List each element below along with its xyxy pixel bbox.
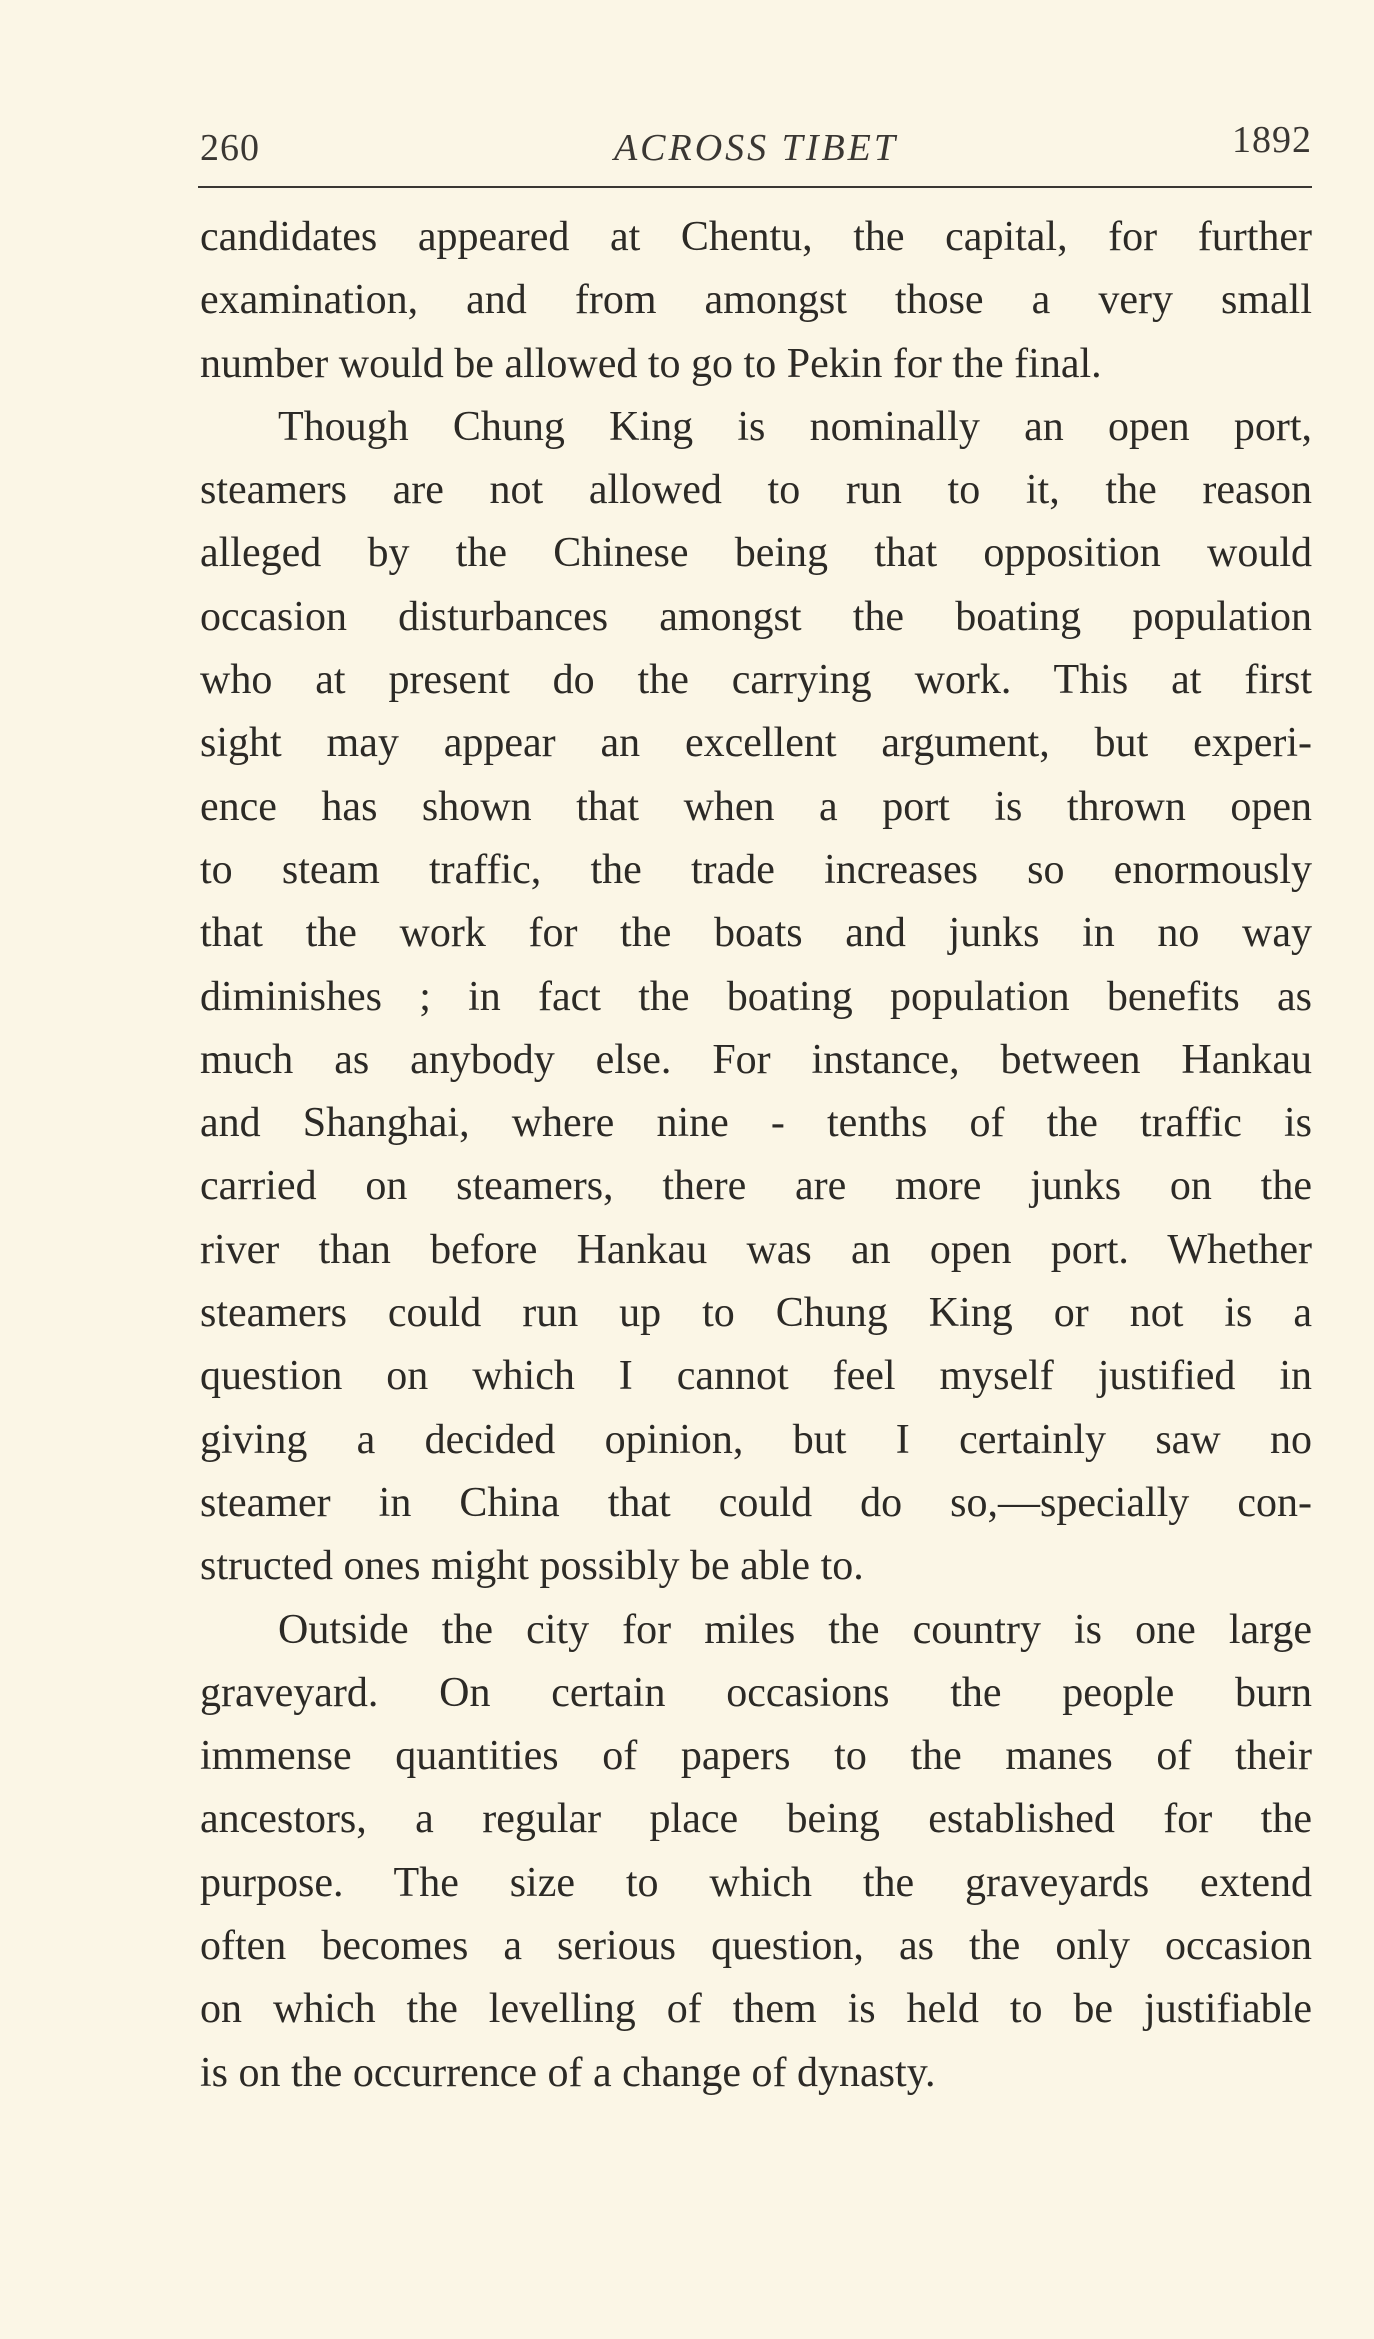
text-line: is on the occurrence of a change of dynasty. — [200, 2049, 936, 2096]
text-line: occasion disturbances amongst the boating population — [200, 593, 1312, 640]
text-line: carried on steamers, there are more junks on the — [200, 1163, 1312, 1210]
text-line: giving a decided opinion, but I certainly saw no — [200, 1416, 1312, 1463]
text-line: question on which I cannot feel myself justified in — [200, 1353, 1312, 1400]
text-line: purpose. The size to which the graveyards extend — [200, 1859, 1312, 1906]
page-number: 260 — [200, 127, 260, 169]
running-title: ACROSS TIBET — [613, 127, 899, 169]
text-line: immense quantities of papers to the manes of their — [200, 1733, 1312, 1780]
text-line: steamers are not allowed to run to it, the reason — [200, 467, 1312, 514]
text-line: graveyard. On certain occasions the people burn — [200, 1669, 1312, 1716]
text-line: on which the levelling of them is held to be justifiable — [200, 1986, 1312, 2033]
text-line: examination, and from amongst those a very small — [200, 277, 1312, 324]
text-line: that the work for the boats and junks in no way — [200, 910, 1312, 957]
text-line: number would be allowed to go to Pekin for the final. — [200, 340, 1102, 387]
running-year: 1892 — [1232, 119, 1312, 161]
text-line: candidates appeared at Chentu, the capital, for further — [200, 214, 1312, 260]
text-line: much as anybody else. For instance, between Hankau — [200, 1036, 1312, 1083]
text-line: to steam traffic, the trade increases so enormously — [200, 846, 1312, 893]
text-line: alleged by the Chinese being that opposition would — [200, 530, 1312, 577]
text-line: structed ones might possibly be able to. — [200, 1543, 864, 1590]
text-line: Outside the city for miles the country is one large — [278, 1606, 1312, 1653]
text-line: ence has shown that when a port is thrown open — [200, 783, 1312, 830]
text-line: Though Chung King is nominally an open port, — [278, 403, 1312, 450]
text-line: river than before Hankau was an open port. Whether — [200, 1226, 1312, 1273]
text-line: sight may appear an excellent argument, but experi- — [200, 720, 1312, 767]
text-line: often becomes a serious question, as the only occasion — [200, 1923, 1312, 1970]
text-line: and Shanghai, where nine - tenths of the traffic is — [200, 1100, 1312, 1147]
text-line: steamers could run up to Chung King or not is a — [200, 1290, 1312, 1337]
text-line: who at present do the carrying work. This at first — [200, 657, 1312, 704]
body-text — [200, 206, 1312, 2105]
header-rule — [198, 186, 1312, 188]
text-line: ancestors, a regular place being established for the — [200, 1796, 1312, 1843]
text-line: steamer in China that could do so,—specially con- — [200, 1479, 1312, 1526]
running-head — [200, 118, 1312, 178]
text-line: diminishes ; in fact the boating population benefits as — [200, 973, 1312, 1020]
